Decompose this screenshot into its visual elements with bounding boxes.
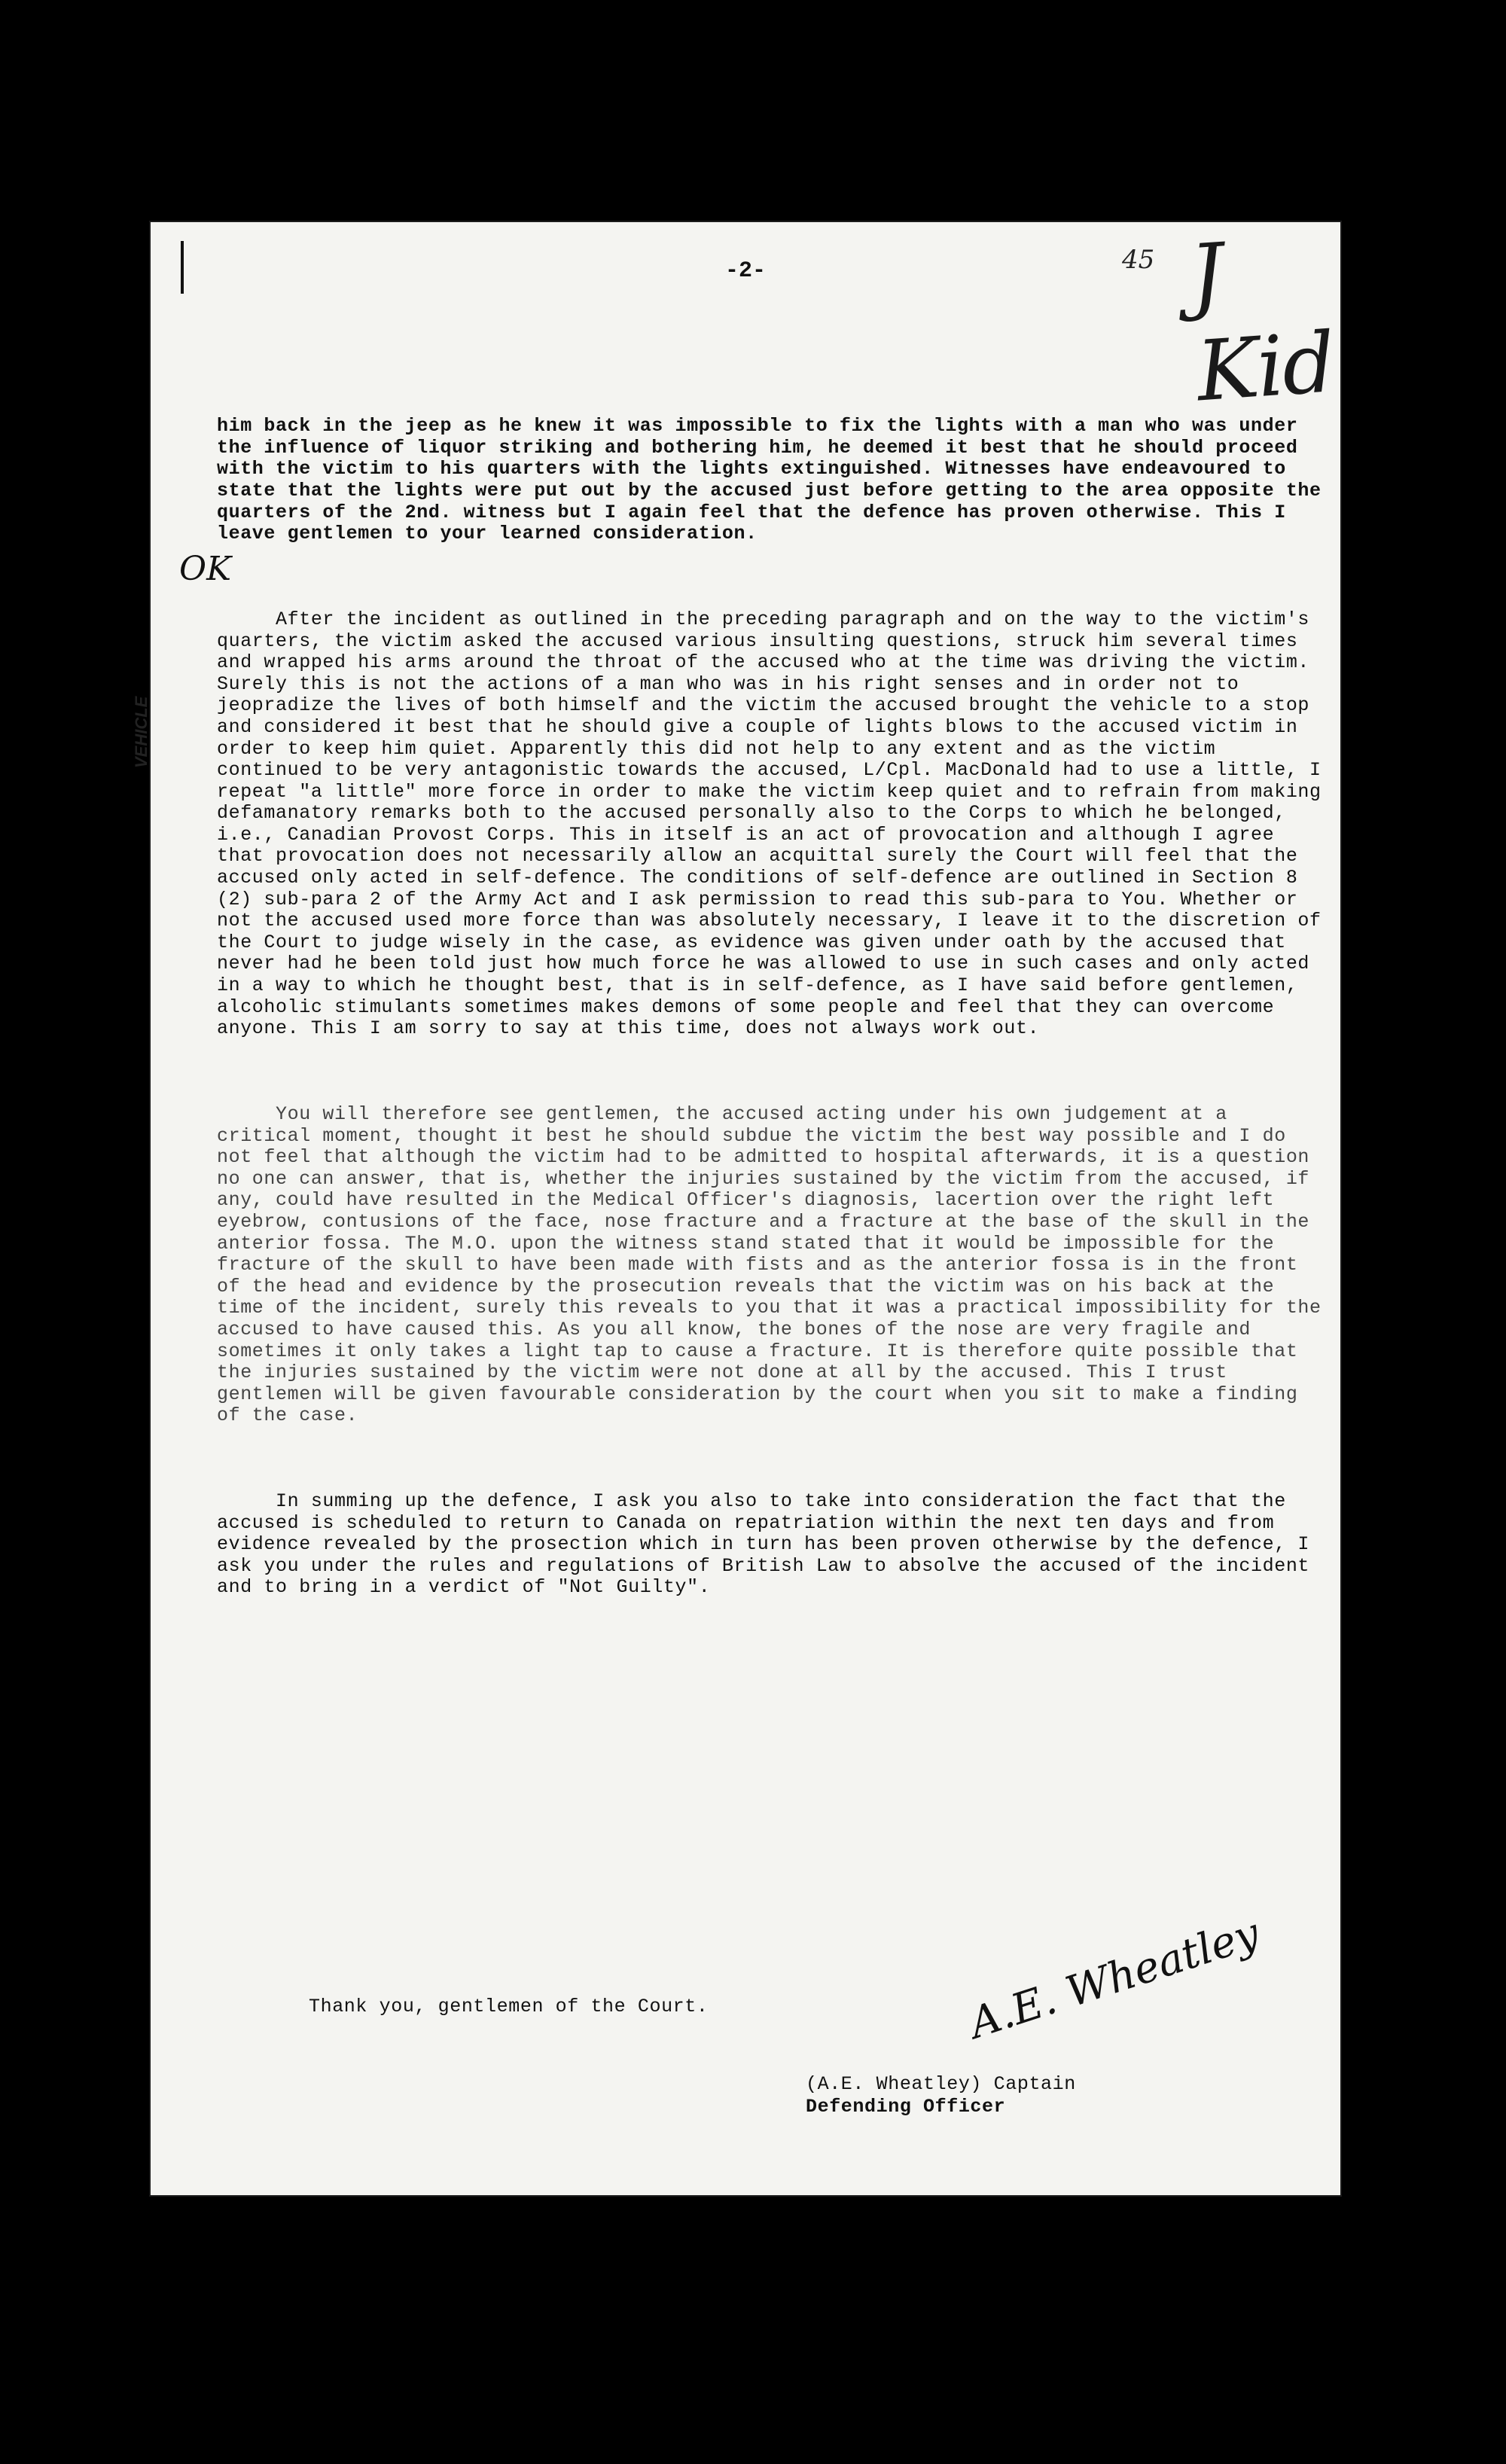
margin-annotation-vehicle: VEHICLE — [132, 696, 151, 768]
closing-thanks: Thank you, gentlemen of the Court. — [309, 1996, 709, 2017]
paragraph-3: You will therefore see gentlemen, the accused acting under his own judgement at a critical moment, thought it best he should subdue the victim the best way possible and I do not feel that although the victim had to be admitted to hospital afterwards, it is a question no one can answer, that is, whether the injuries sustained by the victim from the accused, if any, could have resulted in the Medical Officer's diagnosis, lacertion over the right left eyebrow, contusions of the face, nose fracture and a fracture at the base of the skull in the anterior fossa. The M.O. upon the witness stand stated that it would be impossible for the fracture of the skull to have been made with fists and as the anterior fossa is in the front of the head and evidence by the prosecution reveals that the victim was on his back at the time of the incident, surely this reveals to you that it was a practical impossibility for the accused to have caused this. As you all know, the bones of the nose are very fragile and sometimes it only takes a light tap to cause a fracture. It is therefore quite possible that the injuries sustained by the victim were not done at all by the accused. This I trust gentlemen will be given favourable consideration by the court when you sit to make a finding of the case. — [217, 1103, 1334, 1427]
paragraph-1: him back in the jeep as he knew it was impossible to fix the lights with a man who was under the influence of liquor striking and bothering him, he deemed it best that he should proceed with the victim to his quarters with the lights extinguished. Witnesses have endeavoured to state that the lights were put out by the accused just before getting to the area opposite the quarters of the 2nd. witness but I again feel that the defence has proven otherwise. This I leave gentlemen to your learned consideration. — [217, 415, 1334, 545]
page-number: -2- — [724, 258, 766, 284]
paragraph-4: In summing up the defence, I ask you also to take into consideration the fact that the accused is scheduled to return to Canada on repatriation within the next ten days and from evidence revealed by the prosection which in turn has been proven otherwise by the defence, I ask you under the rules and regulations of British Law to absolve the accused of the incident and to bring in a verdict of "Not Guilty". — [217, 1490, 1322, 1599]
handwritten-initials: J Kid — [1187, 225, 1337, 420]
folio-number: 45 — [1122, 245, 1155, 275]
paragraph-2: After the incident as outlined in the preceding paragraph and on the way to the victim's quarters, the victim asked the accused various insulting questions, struck him several times and wrapped his arms around the throat of the accused who at the time was driving the victim. Surely this is not the actions of a man who was in his right senses and in order not to jeopradize the lives of both himself and the victim the accused brought the vehicle to a stop and considered it best that he should give a couple of lights blows to the accused victim in order to keep him quiet. Apparently this did not help to any extent and as the victim continued to be very antagonistic towards the accused, L/Cpl. MacDonald had to use a little, I repeat "a little" more force in order to make the victim keep quiet and to refrain from making defamanatory remarks both to the accused personally also to the Corps to which he belonged, i.e., Canadian Provost Corps. This in itself is an act of provocation and although I agree that provocation does not necessarily allow an acquittal surely the Court will feel that the accused only acted in self-defence. The conditions of self-defence are outlined in Section 8 (2) sub-para 2 of the Army Act and I ask permission to read this sub-para to You. Whether or not the accused used more force than was absolutely necessary, I leave it to the discretion of the Court to judge wisely in the case, as evidence was given under oath by the accused that never had he been told just how much force he was allowed to use in such cases and only acted in a way to which he thought best, that is in self-defence, as I have said before gentlemen, alcoholic stimulants sometimes makes demons of some people and feel that they can overcome anyone. This I am sorry to say at this time, does not always work out. — [217, 608, 1334, 1040]
signatory-title: Defending Officer — [806, 2096, 1006, 2118]
margin-annotation-ok: OK — [179, 550, 231, 588]
document-page — [132, 222, 1340, 2195]
handwritten-signature: A.E. Wheatley — [963, 1908, 1266, 2049]
signatory-name: (A.E. Wheatley) Captain — [806, 2073, 1076, 2095]
letter-body — [217, 373, 1334, 1663]
